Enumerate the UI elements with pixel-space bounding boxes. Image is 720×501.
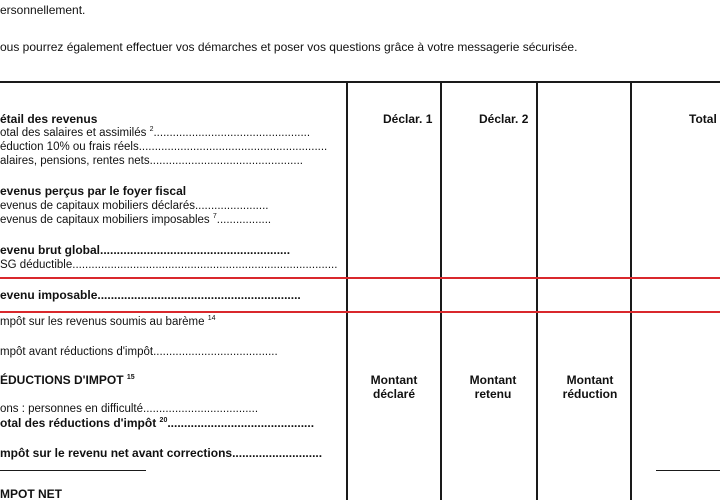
footnote-ref: 14 bbox=[207, 315, 216, 322]
row-salaires-nets-label: alaires, pensions, rentes nets bbox=[0, 155, 150, 167]
header-montant-reduction-line-1: Montant bbox=[566, 373, 614, 387]
row-dons: ons : personnes en difficulté.................................... bbox=[0, 403, 259, 415]
intro-line-2: ous pourrez également effectuer vos démarches et poser vos questions grâce à votre messagerie sécurisée. bbox=[0, 40, 578, 54]
row-capitaux-imposables-label: evenus de capitaux mobiliers imposables bbox=[0, 214, 210, 226]
header-montant-retenu-line-1: Montant bbox=[469, 373, 517, 387]
column-header-total: Total bbox=[689, 112, 717, 126]
row-impot-bareme bbox=[0, 315, 216, 329]
column-divider-1 bbox=[346, 81, 348, 500]
footnote-ref: 2 bbox=[149, 126, 154, 133]
row-total-reductions-label: otal des réductions d'impôt bbox=[0, 416, 157, 430]
highlight-bottom-line bbox=[0, 311, 720, 313]
footnote-ref: 20 bbox=[159, 417, 168, 424]
row-revenu-imposable: evenu imposable............................................................. bbox=[0, 288, 301, 302]
table-top-rule bbox=[0, 81, 720, 83]
section-title-reductions-label: ÉDUCTIONS D'IMPOT bbox=[0, 373, 124, 387]
section-title-revenus-percus: evenus perçus par le foyer fiscal bbox=[0, 184, 187, 198]
header-montant-declare-line-1: Montant bbox=[370, 373, 418, 387]
row-revenu-imposable-label: evenu imposable bbox=[0, 288, 98, 302]
signature-underline-left bbox=[0, 470, 146, 471]
row-csg-deductible: SG déductible................................................................................... bbox=[0, 259, 338, 271]
row-reduction-10-label: éduction 10% ou frais réels bbox=[0, 141, 139, 153]
total-underline-right bbox=[656, 470, 720, 471]
row-impot-bareme-label: mpôt sur les revenus soumis au barème bbox=[0, 316, 205, 328]
row-dons-label: ons : personnes en difficulté bbox=[0, 403, 143, 415]
section-title-detail-revenus: étail des revenus bbox=[0, 112, 98, 126]
header-montant-retenu-line-2: retenu bbox=[474, 387, 512, 401]
footnote-ref: 7 bbox=[212, 213, 217, 220]
row-revenu-brut-global: evenu brut global......................................................... bbox=[0, 243, 291, 257]
section-title-reductions bbox=[0, 373, 135, 387]
row-total-salaires: otal des salaires et assimilés $^2$................................................. bbox=[0, 126, 311, 139]
row-capitaux-declares-label: evenus de capitaux mobiliers déclarés bbox=[0, 200, 195, 212]
intro-line-1: ersonnellement. bbox=[0, 3, 86, 17]
row-impot-avant-reductions-label: mpôt avant réductions d'impôt bbox=[0, 346, 154, 358]
row-reduction-10: éduction 10% ou frais réels........................................................... bbox=[0, 141, 328, 153]
row-impot-avant-reductions: mpôt avant réductions d'impôt....................................... bbox=[0, 346, 278, 358]
row-total-reductions: otal des réductions d'impôt $^{20}$............................................ bbox=[0, 416, 315, 430]
column-divider-3 bbox=[536, 81, 538, 500]
highlight-top-line bbox=[0, 277, 720, 279]
row-salaires-nets: alaires, pensions, rentes nets................................................ bbox=[0, 155, 303, 167]
row-capitaux-declares: evenus de capitaux mobiliers déclarés....................... bbox=[0, 200, 269, 212]
column-divider-2 bbox=[440, 81, 442, 500]
row-revenu-brut-global-label: evenu brut global bbox=[0, 243, 101, 257]
footnote-ref: 15 bbox=[126, 374, 135, 381]
row-impot-net: MPOT NET bbox=[0, 487, 62, 501]
column-header-declar-2: Déclar. 2 bbox=[479, 112, 529, 126]
row-total-salaires-label: otal des salaires et assimilés bbox=[0, 127, 147, 139]
row-capitaux-imposables: evenus de capitaux mobiliers imposables $^7$................. bbox=[0, 213, 272, 226]
column-header-declar-1: Déclar. 1 bbox=[383, 112, 433, 126]
column-divider-4 bbox=[630, 81, 632, 500]
row-impot-net-avant-corrections-label: mpôt sur le revenu net avant corrections bbox=[0, 446, 233, 460]
row-impot-net-avant-corrections: mpôt sur le revenu net avant corrections........................... bbox=[0, 446, 323, 460]
header-montant-reduction-line-2: réduction bbox=[562, 387, 618, 401]
header-montant-declare-line-2: déclaré bbox=[372, 387, 416, 401]
row-csg-deductible-label: SG déductible bbox=[0, 259, 73, 271]
